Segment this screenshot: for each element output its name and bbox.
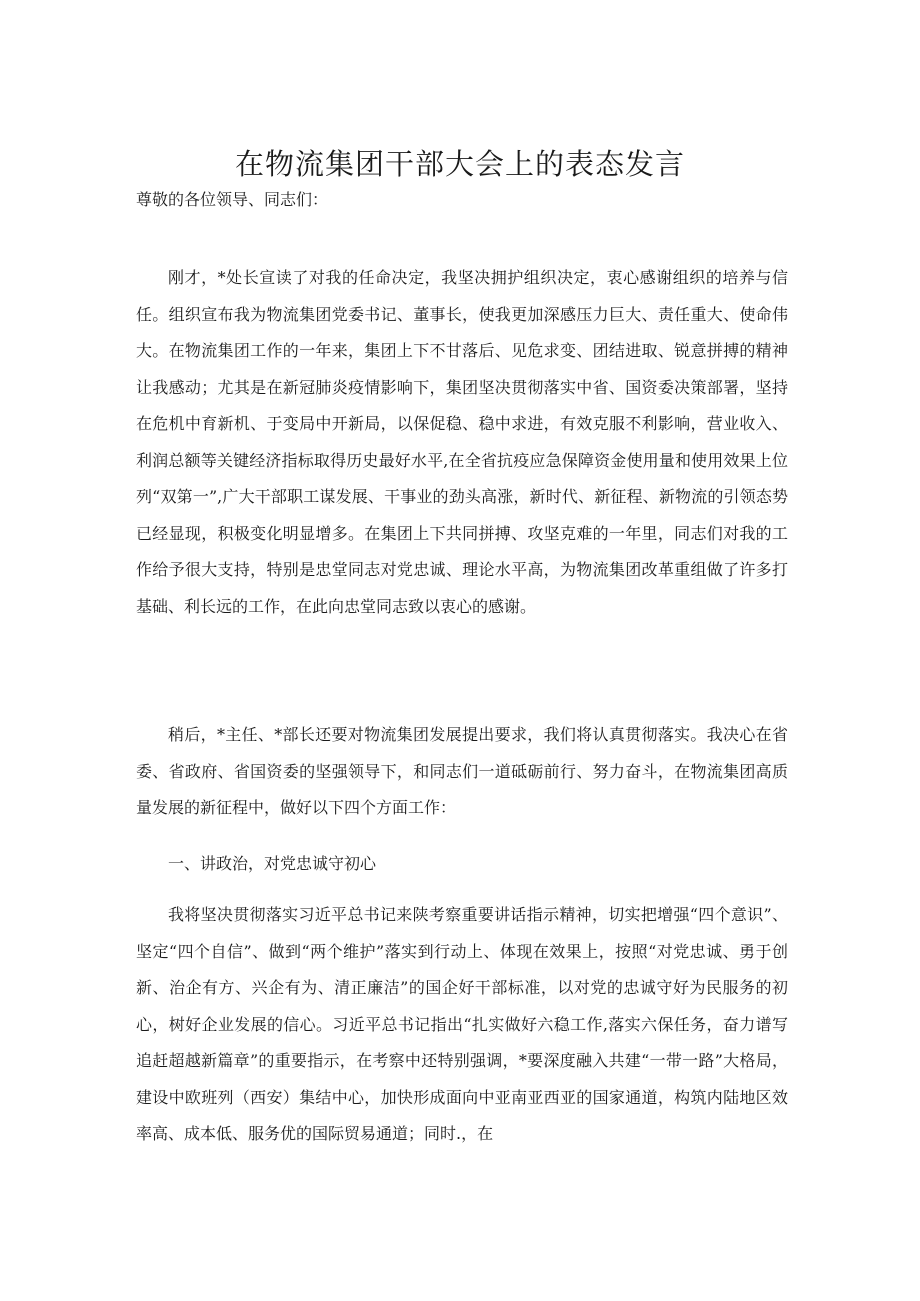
paragraph-2: 稍后，*主任、*部长还要对物流集团发展提出要求，我们将认真贯彻落实。我决心在省委、省政府、省国资委的坚强领导下，和同志们一道砥砺前行、努力奋斗，在物流集团高质量发展的新征程中，做好以下四个方面工作： bbox=[136, 725, 788, 817]
paragraph-3: 我将坚决贯彻落实习近平总书记来陕考察重要讲话指示精神，切实把增强“四个意识”、坚定“四个自信”、做到“两个维护”落实到行动上、体现在效果上，按照“对党忠诚、勇于创新、治企有方、兴企有为、清正廉洁”的国企好干部标准，以对党的忠诚守好为民服务的初心，树好企业发展的信心。习近平总书记指出“扎实做好六稳工作,落实六保任务，奋力谱写追赶超越新篇章”的重要指示，在考察中还特别强调，*要深度融入共建“一带一路”大格局，建设中欧班列（西安）集结中心，加快形成面向中亚南亚西亚的国家通道，构筑内陆地区效率高、成本低、服务优的国际贸易通道；同时.，在 bbox=[136, 905, 788, 1143]
document-title: 在物流集团干部大会上的表态发言 bbox=[234, 147, 685, 181]
paragraph-1: 刚才，*处长宣读了对我的任命决定，我坚决拥护组织决定，衷心感谢组织的培养与信任。组织宣布我为物流集团党委书记、董事长，使我更加深感压力巨大、责任重大、使命伟大。在物流集团工作的一年来，集团上下不甘落后、见危求变、团结进取、锐意拼搏的精神让我感动；尤其是在新冠肺炎疫情影响下，集团坚决贯彻落实中省、国资委决策部署，坚持在危机中育新机、于变局中开新局，以保促稳、稳中求进，有效克服不利影响，营业收入、利润总额等关键经济指标取得历史最好水平,在全省抗疫应急保障资金使用量和使用效果上位列“双第一”,广大干部职工谋发展、干事业的劲头高涨，新时代、新征程、新物流的引领态势已经显现，积极变化明显增多。在集团上下共同拼搏、攻坚克难的一年里，同志们对我的工作给予很大支持，特别是忠堂同志对党忠诚、理论水平高，为物流集团改革重组做了许多打基础、利长远的工作，在此向忠堂同志致以衷心的感谢。 bbox=[136, 268, 788, 616]
salutation: 尊敬的各位领导、同志们： bbox=[136, 190, 329, 209]
section-heading-1: 一、讲政治，对党忠诚守初心 bbox=[168, 854, 377, 873]
